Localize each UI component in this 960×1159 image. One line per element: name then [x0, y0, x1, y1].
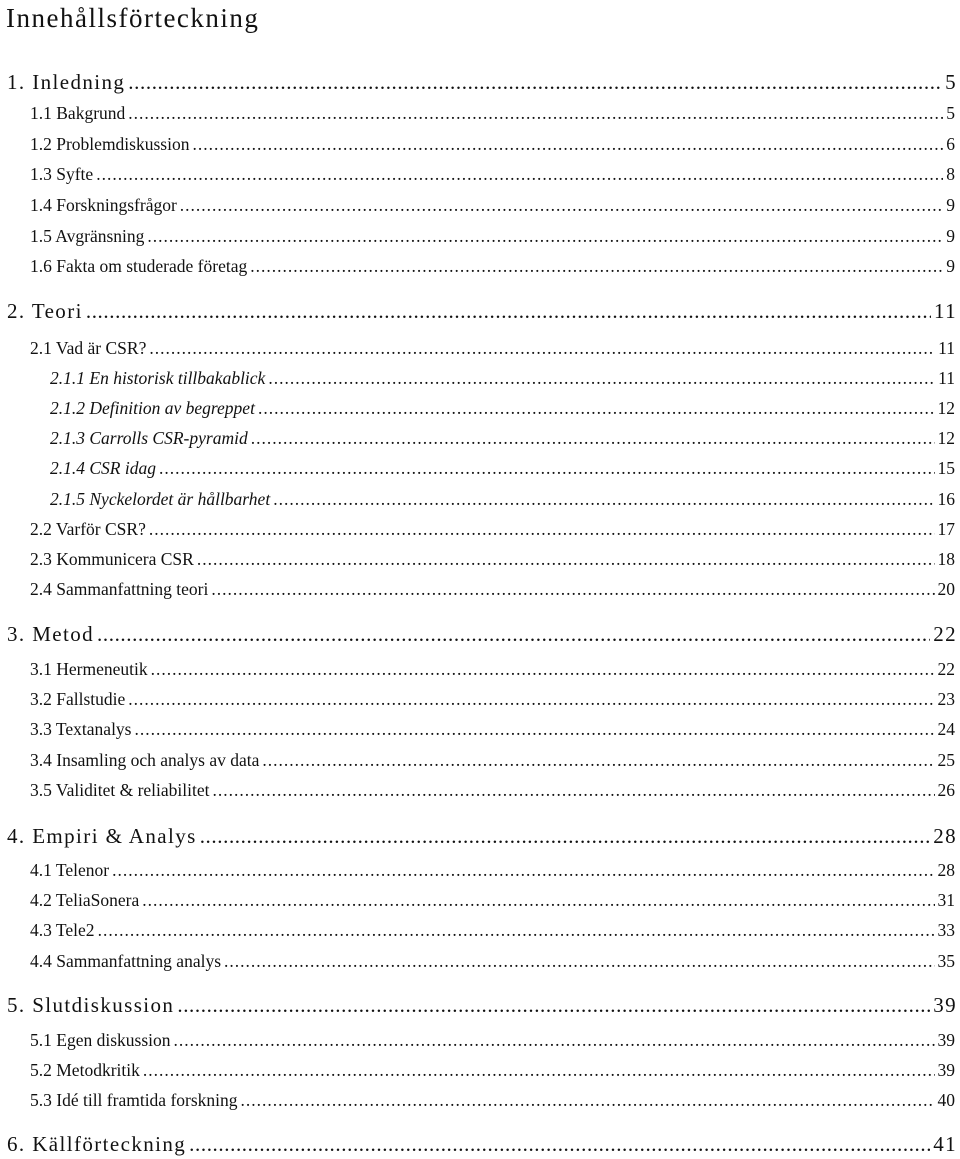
dot-leader	[180, 193, 943, 217]
dot-leader	[86, 297, 931, 325]
toc-entry[interactable]	[30, 162, 955, 186]
toc-entry-label: 1.4 Forskningsfrågor	[30, 195, 177, 215]
toc-entry-page-number: 39	[937, 1030, 955, 1050]
toc-entry-label: 1.2 Problemdiskussion	[30, 134, 190, 154]
dot-leader	[250, 254, 943, 278]
toc-entry-page-number: 11	[933, 299, 957, 323]
toc-entry-page-number: 22	[937, 659, 955, 679]
toc-entry[interactable]	[50, 456, 955, 480]
toc-entry-label: 2.1.5 Nyckelordet är hållbarhet	[50, 489, 271, 509]
page-title: Innehållsförteckning	[6, 3, 260, 33]
toc-entry-label: 3. Metod	[7, 622, 95, 646]
toc-entry-label: 4.2 TeliaSonera	[30, 890, 140, 910]
toc-entry[interactable]	[30, 132, 955, 156]
toc-entry-page-number: 33	[937, 920, 955, 940]
dot-leader	[112, 858, 934, 882]
dot-leader	[268, 366, 935, 390]
dot-leader	[128, 68, 942, 96]
toc-entry[interactable]	[30, 748, 955, 772]
toc-entry-label: 2.1.2 Definition av begreppet	[50, 398, 255, 418]
toc-entry[interactable]	[30, 918, 955, 942]
toc-entry-page-number: 9	[946, 226, 955, 246]
toc-entry[interactable]	[50, 366, 955, 390]
toc-entry-label: 2. Teori	[7, 299, 83, 323]
toc-entry-page-number: 35	[937, 951, 955, 971]
dot-leader	[151, 657, 935, 681]
dot-leader	[211, 577, 934, 601]
toc-entry-page-number: 18	[937, 549, 955, 569]
dot-leader	[177, 991, 930, 1019]
dot-leader	[174, 1028, 935, 1052]
toc-entry[interactable]	[30, 687, 955, 711]
toc-entry-label: 1.6 Fakta om studerade företag	[30, 256, 248, 276]
toc-entry-label: 4.1 Telenor	[30, 860, 110, 880]
toc-entry-page-number: 28	[933, 824, 957, 848]
dot-leader	[251, 426, 935, 450]
toc-entry[interactable]	[30, 1088, 955, 1112]
dot-leader	[96, 162, 943, 186]
dot-leader	[128, 101, 943, 125]
toc-entry-label: 6. Källförteckning	[7, 1132, 187, 1156]
toc-entry-page-number: 25	[937, 750, 955, 770]
toc-entry-page-number: 40	[937, 1090, 955, 1110]
dot-leader	[142, 888, 934, 912]
toc-entry-page-number: 9	[946, 256, 955, 276]
toc-entry-label: 2.4 Sammanfattning teori	[30, 579, 209, 599]
toc-entry-label: 1.1 Bakgrund	[30, 103, 126, 123]
toc-entry[interactable]	[7, 991, 957, 1019]
dot-leader	[258, 396, 935, 420]
toc-entry-page-number: 24	[937, 719, 955, 739]
toc-entry[interactable]	[30, 778, 955, 802]
toc-entry-page-number: 26	[937, 780, 955, 800]
toc-entry[interactable]	[7, 822, 957, 850]
toc-entry-page-number: 16	[937, 489, 955, 509]
toc-entry[interactable]	[30, 1028, 955, 1052]
toc-entry[interactable]	[30, 949, 955, 973]
dot-leader	[147, 224, 943, 248]
toc-entry-page-number: 20	[937, 579, 955, 599]
toc-entry-label: 2.1 Vad är CSR?	[30, 338, 147, 358]
toc-entry-page-number: 39	[933, 993, 957, 1017]
toc-entry[interactable]	[50, 487, 955, 511]
toc-entry-label: 3.3 Textanalys	[30, 719, 132, 739]
dot-leader	[213, 778, 935, 802]
toc-entry-page-number: 23	[937, 689, 955, 709]
toc-entry-label: 1.5 Avgränsning	[30, 226, 145, 246]
toc-entry[interactable]	[30, 858, 955, 882]
toc-entry-label: 3.4 Insamling och analys av data	[30, 750, 260, 770]
dot-leader	[200, 822, 930, 850]
toc-entry-page-number: 5	[946, 103, 955, 123]
toc-entry-label: 3.2 Fallstudie	[30, 689, 126, 709]
dot-leader	[273, 487, 934, 511]
toc-entry[interactable]	[30, 657, 955, 681]
toc-entry-page-number: 22	[933, 622, 957, 646]
toc-entry-label: 4.4 Sammanfattning analys	[30, 951, 222, 971]
toc-entry-page-number: 11	[938, 338, 955, 358]
toc-entry-page-number: 15	[937, 458, 955, 478]
toc-entry[interactable]	[7, 68, 957, 96]
dot-leader	[189, 1130, 930, 1158]
toc-entry-label: 3.1 Hermeneutik	[30, 659, 148, 679]
toc-entry[interactable]	[30, 547, 955, 571]
toc-entry-page-number: 31	[937, 890, 955, 910]
dot-leader	[192, 132, 943, 156]
toc-entry[interactable]	[7, 297, 957, 325]
toc-entry-label: 5. Slutdiskussion	[7, 993, 175, 1017]
dot-leader	[197, 547, 935, 571]
dot-leader	[128, 687, 934, 711]
toc-entry[interactable]	[30, 888, 955, 912]
dot-leader	[135, 717, 935, 741]
toc-entry-page-number: 12	[937, 428, 955, 448]
toc-entry[interactable]	[30, 577, 955, 601]
toc-entry-page-number: 41	[933, 1132, 957, 1156]
toc-entry[interactable]	[30, 717, 955, 741]
toc-entry-label: 4.3 Tele2	[30, 920, 95, 940]
toc-entry-page-number: 39	[937, 1060, 955, 1080]
toc-entry-label: 2.2 Varför CSR?	[30, 519, 146, 539]
dot-leader	[159, 456, 935, 480]
dot-leader	[149, 336, 935, 360]
dot-leader	[149, 517, 935, 541]
toc-entry-page-number: 17	[937, 519, 955, 539]
dot-leader	[224, 949, 934, 973]
toc-entry[interactable]	[30, 517, 955, 541]
toc-entry-page-number: 8	[946, 164, 955, 184]
dot-leader	[262, 748, 934, 772]
toc-entry[interactable]	[7, 620, 957, 648]
toc-entry-label: 2.1.1 En historisk tillbakablick	[50, 368, 266, 388]
toc-entry-label: 2.1.4 CSR idag	[50, 458, 156, 478]
toc-entry-label: 4. Empiri & Analys	[7, 824, 197, 848]
toc-entry[interactable]	[30, 336, 955, 360]
toc-entry-page-number: 28	[937, 860, 955, 880]
toc-entry-label: 2.1.3 Carrolls CSR-pyramid	[50, 428, 248, 448]
toc-entry-page-number: 5	[945, 70, 957, 94]
dot-leader	[241, 1088, 935, 1112]
dot-leader	[143, 1058, 935, 1082]
toc-entry[interactable]	[50, 396, 955, 420]
toc-entry[interactable]	[30, 193, 955, 217]
toc-entry-page-number: 6	[946, 134, 955, 154]
dot-leader	[97, 620, 930, 648]
toc-entry[interactable]	[7, 1130, 957, 1158]
toc-entry-label: 1. Inledning	[7, 70, 126, 94]
toc-entry-label: 5.3 Idé till framtida forskning	[30, 1090, 238, 1110]
toc-entry-label: 5.1 Egen diskussion	[30, 1030, 171, 1050]
toc-entry[interactable]	[50, 426, 955, 450]
toc-entry-label: 1.3 Syfte	[30, 164, 94, 184]
toc-entry-label: 2.3 Kommunicera CSR	[30, 549, 194, 569]
toc-entry-page-number: 9	[946, 195, 955, 215]
toc-entry[interactable]	[30, 254, 955, 278]
toc-entry-label: 3.5 Validitet & reliabilitet	[30, 780, 210, 800]
dot-leader	[98, 918, 935, 942]
toc-entry-label: 5.2 Metodkritik	[30, 1060, 140, 1080]
toc-entry[interactable]	[30, 224, 955, 248]
toc-entry-page-number: 11	[938, 368, 955, 388]
toc-entry[interactable]	[30, 1058, 955, 1082]
toc-entry[interactable]	[30, 101, 955, 125]
toc-entry-page-number: 12	[937, 398, 955, 418]
